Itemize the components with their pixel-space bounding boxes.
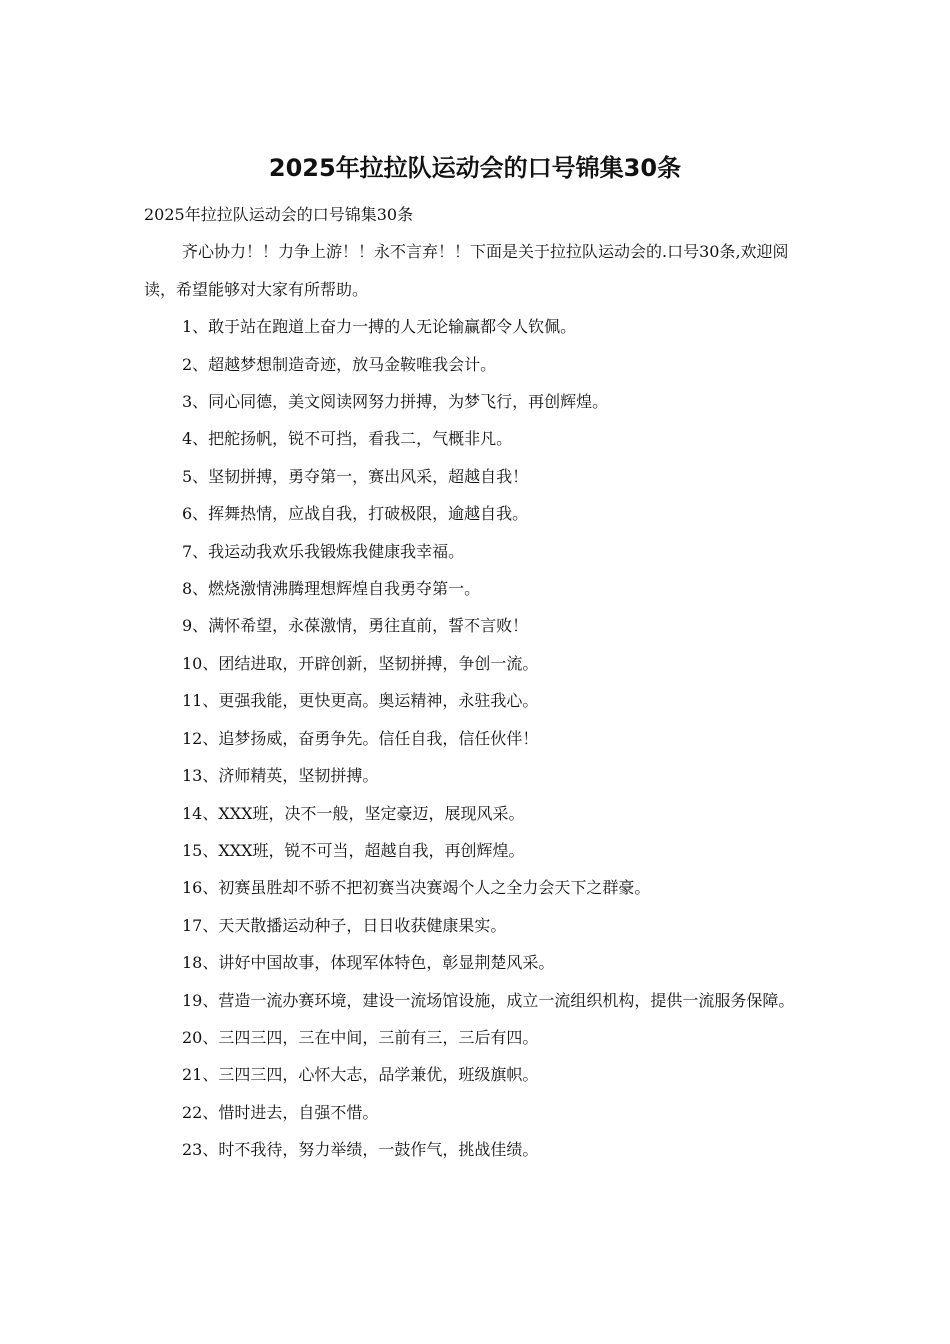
list-item: 5、坚韧拼搏，勇夺第一，赛出风采，超越自我！ xyxy=(182,466,529,486)
list-item: 13、济师精英，坚韧拼搏。 xyxy=(182,766,379,786)
list-item: 15、XXX班，锐不可当，超越自我，再创辉煌。 xyxy=(182,840,525,860)
list-item: 9、满怀希望，永葆激情，勇往直前，誓不言败！ xyxy=(182,616,529,636)
intro-paragraph: 齐心协力！！力争上游！！永不言弃！！下面是关于拉拉队运动会的.口号30条,欢迎阅读，希望能够对大家有所帮助。 xyxy=(144,242,789,299)
document-body xyxy=(144,196,812,1169)
list-item: 23、时不我待，努力举绩，一鼓作气，挑战佳绩。 xyxy=(182,1140,539,1160)
list-item: 1、敢于站在跑道上奋力一搏的人无论输赢都令人钦佩。 xyxy=(182,317,577,337)
list-item: 2、超越梦想制造奇迹，放马金鞍唯我会计。 xyxy=(182,354,497,374)
list-item: 18、讲好中国故事，体现军体特色，彰显荆楚风采。 xyxy=(182,953,555,973)
list-item: 19、营造一流办赛环境，建设一流场馆设施，成立一流组织机构，提供一流服务保障。 xyxy=(182,990,795,1010)
list-item: 8、燃烧激情沸腾理想辉煌自我勇夺第一。 xyxy=(182,579,481,599)
list-item: 11、更强我能，更快更高。奥运精神，永驻我心。 xyxy=(182,691,539,711)
list-item: 14、XXX班，决不一般，坚定豪迈，展现风采。 xyxy=(182,803,525,823)
list-item: 12、追梦扬威，奋勇争先。信任自我，信任伙伴！ xyxy=(182,728,539,748)
list-item: 3、同心同德，美文阅读网努力拼搏，为梦飞行，再创辉煌。 xyxy=(182,392,609,412)
list-item: 21、三四三四，心怀大志，品学兼优，班级旗帜。 xyxy=(182,1065,539,1085)
document-title: 2025年拉拉队运动会的口号锦集30条 xyxy=(268,154,682,182)
list-item: 22、惜时进去，自强不惜。 xyxy=(182,1102,379,1122)
list-item: 17、天天散播运动种子，日日收获健康果实。 xyxy=(182,915,507,935)
list-item: 20、三四三四，三在中间，三前有三，三后有四。 xyxy=(182,1027,539,1047)
list-item: 16、初赛虽胜却不骄不把初赛当决赛竭个人之全力会天下之群豪。 xyxy=(182,878,651,898)
document-subtitle: 2025年拉拉队运动会的口号锦集30条 xyxy=(144,205,414,224)
list-item: 6、挥舞热情，应战自我，打破极限，逾越自我。 xyxy=(182,504,529,524)
list-item: 7、我运动我欢乐我锻炼我健康我幸福。 xyxy=(182,541,465,561)
list-item: 10、团结进取，开辟创新，坚韧拼搏，争创一流。 xyxy=(182,653,539,673)
list-item: 4、把舵扬帆，锐不可挡，看我二，气概非凡。 xyxy=(182,429,513,449)
